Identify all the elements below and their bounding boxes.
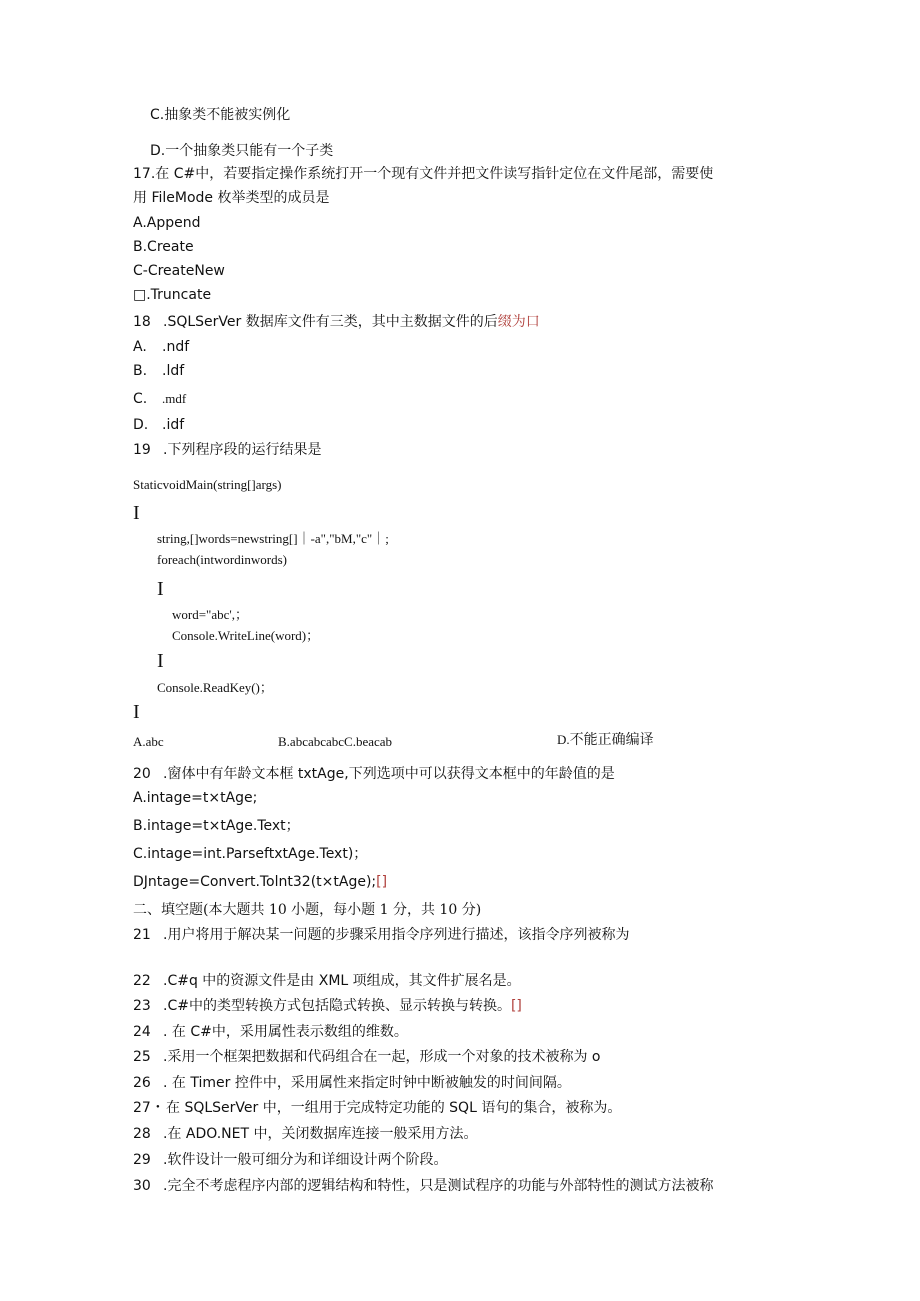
fill-q29-number: 29 xyxy=(133,1152,151,1168)
fill-q21-number: 21 xyxy=(133,927,151,943)
fill-q23-mark: [] xyxy=(510,998,522,1014)
q20-option-d xyxy=(133,873,387,891)
fill-q25-number: 25 xyxy=(133,1049,151,1065)
q19-option-d-text: 不能正确编译 xyxy=(569,732,654,748)
q18-stem-text: .SQLSerVer 数据库文件有三类，其中主数据文件的后 xyxy=(163,314,498,330)
q17-stem-line2: 用 FileMode 枚举类型的成员是 xyxy=(133,190,330,206)
q18-option-a-text: .ndf xyxy=(162,339,190,355)
q18-option-b-letter: B. xyxy=(133,363,148,379)
fill-q24-text: . 在 C#中，采用属性表示数组的维数。 xyxy=(163,1024,408,1040)
fill-q27-text: 在 SQLSerVer 中，一组用于完成特定功能的 SQL 语句的集合，被称为。 xyxy=(166,1100,622,1116)
fill-q29-text: .软件设计一般可细分为和详细设计两个阶段。 xyxy=(163,1152,448,1168)
fill-q24-number: 24 xyxy=(133,1024,151,1040)
q17-option-a: A.Append xyxy=(133,215,201,231)
q19-option-d xyxy=(557,731,654,749)
fill-q28-number: 28 xyxy=(133,1126,151,1142)
q16-option-d: D.一个抽象类只能有一个子类 xyxy=(150,143,334,159)
fill-q26-number: 26 xyxy=(133,1075,151,1091)
fill-q23-number: 23 xyxy=(133,998,151,1014)
fill-q25-text: .采用一个框架把数据和代码组合在一起，形成一个对象的技术被称为 o xyxy=(163,1049,601,1065)
q19-option-a: A.abc xyxy=(133,734,164,749)
q18-stem xyxy=(163,313,540,331)
q19-number: 19 xyxy=(133,442,151,458)
q17-stem-line1: 17.在 C#中，若要指定操作系统打开一个现有文件并把文件读写指针定位在文件尾部，需要使 xyxy=(133,166,714,182)
q20-option-b: B.intage=t×tAge.Text； xyxy=(133,818,300,834)
q18-stem-red: 缀为口 xyxy=(497,314,540,330)
fill-q23-text xyxy=(163,997,522,1015)
q17-option-b: B.Create xyxy=(133,239,194,255)
q19-stem: .下列程序段的运行结果是 xyxy=(163,442,322,458)
q20-number: 20 xyxy=(133,766,151,782)
code-line-array: string,[]words=newstring[]｜-a","bM,"c"｜; xyxy=(157,531,389,546)
code-line-readkey: Console.ReadKey()； xyxy=(157,680,273,695)
q18-option-a-letter: A. xyxy=(133,339,147,355)
code-line-main: StaticvoidMain(string[]args) xyxy=(133,477,282,492)
fill-q30-number: 30 xyxy=(133,1178,151,1194)
code-brace-close: I xyxy=(133,701,140,723)
q17-option-d: □.Truncate xyxy=(133,287,212,303)
q18-number: 18 xyxy=(133,314,151,330)
q20-option-d-mark: [] xyxy=(376,874,388,890)
q18-option-c-letter: C. xyxy=(133,391,148,407)
fill-q21-text: .用户将用于解决某一问题的步骤采用指令序列进行描述，该指令序列被称为 xyxy=(163,927,630,943)
code-brace-loop-close: I xyxy=(157,650,164,672)
code-brace-loop-open: I xyxy=(157,578,164,600)
q16-option-c: C.抽象类不能被实例化 xyxy=(150,107,291,123)
fill-q30-text: .完全不考虑程序内部的逻辑结构和特性，只是测试程序的功能与外部特性的测试方法被称 xyxy=(163,1178,714,1194)
q18-option-d-letter: D. xyxy=(133,417,149,433)
q18-option-c-text: .mdf xyxy=(162,391,187,406)
fill-q22-text: .C#q 中的资源文件是由 XML 项组成，其文件扩展名是。 xyxy=(163,973,521,989)
fill-q27-number: 27・ xyxy=(133,1100,165,1116)
fill-q23-body: .C#中的类型转换方式包括隐式转换、显示转换与转换。 xyxy=(163,998,511,1014)
fill-q28-text: .在 ADO.NET 中，关闭数据库连接一般采用方法。 xyxy=(163,1126,478,1142)
code-line-writeline: Console.WriteLine(word)； xyxy=(172,628,320,643)
fill-q26-text: . 在 Timer 控件中，采用属性来指定时钟中断被触发的时间间隔。 xyxy=(163,1075,571,1091)
q17-option-c: C-CreateNew xyxy=(133,263,225,279)
section-2-heading: 二、填空题(本大题共 10 小题，每小题 1 分，共 10 分) xyxy=(133,902,482,918)
q20-option-a: A.intage=t×tAge; xyxy=(133,790,258,806)
fill-q22-number: 22 xyxy=(133,973,151,989)
code-line-foreach: foreach(intwordinwords) xyxy=(157,552,287,567)
code-line-assign: word="abc',； xyxy=(172,607,248,622)
q18-option-b-text: .ldf xyxy=(162,363,185,379)
q20-option-c: C.intage=int.ParseftxtAge.Text)； xyxy=(133,846,368,862)
q18-option-d-text: .idf xyxy=(162,417,185,433)
q20-stem: .窗体中有年龄文本框 txtAge,下列选项中可以获得文本框中的年龄值的是 xyxy=(163,766,615,782)
code-brace-open: I xyxy=(133,502,140,524)
q19-option-d-letter: D. xyxy=(557,732,570,747)
q20-option-d-text: DJntage=Convert.Tolnt32(t×tAge); xyxy=(133,874,377,890)
q19-option-bc: B.abcabcabcC.beacab xyxy=(278,734,393,749)
